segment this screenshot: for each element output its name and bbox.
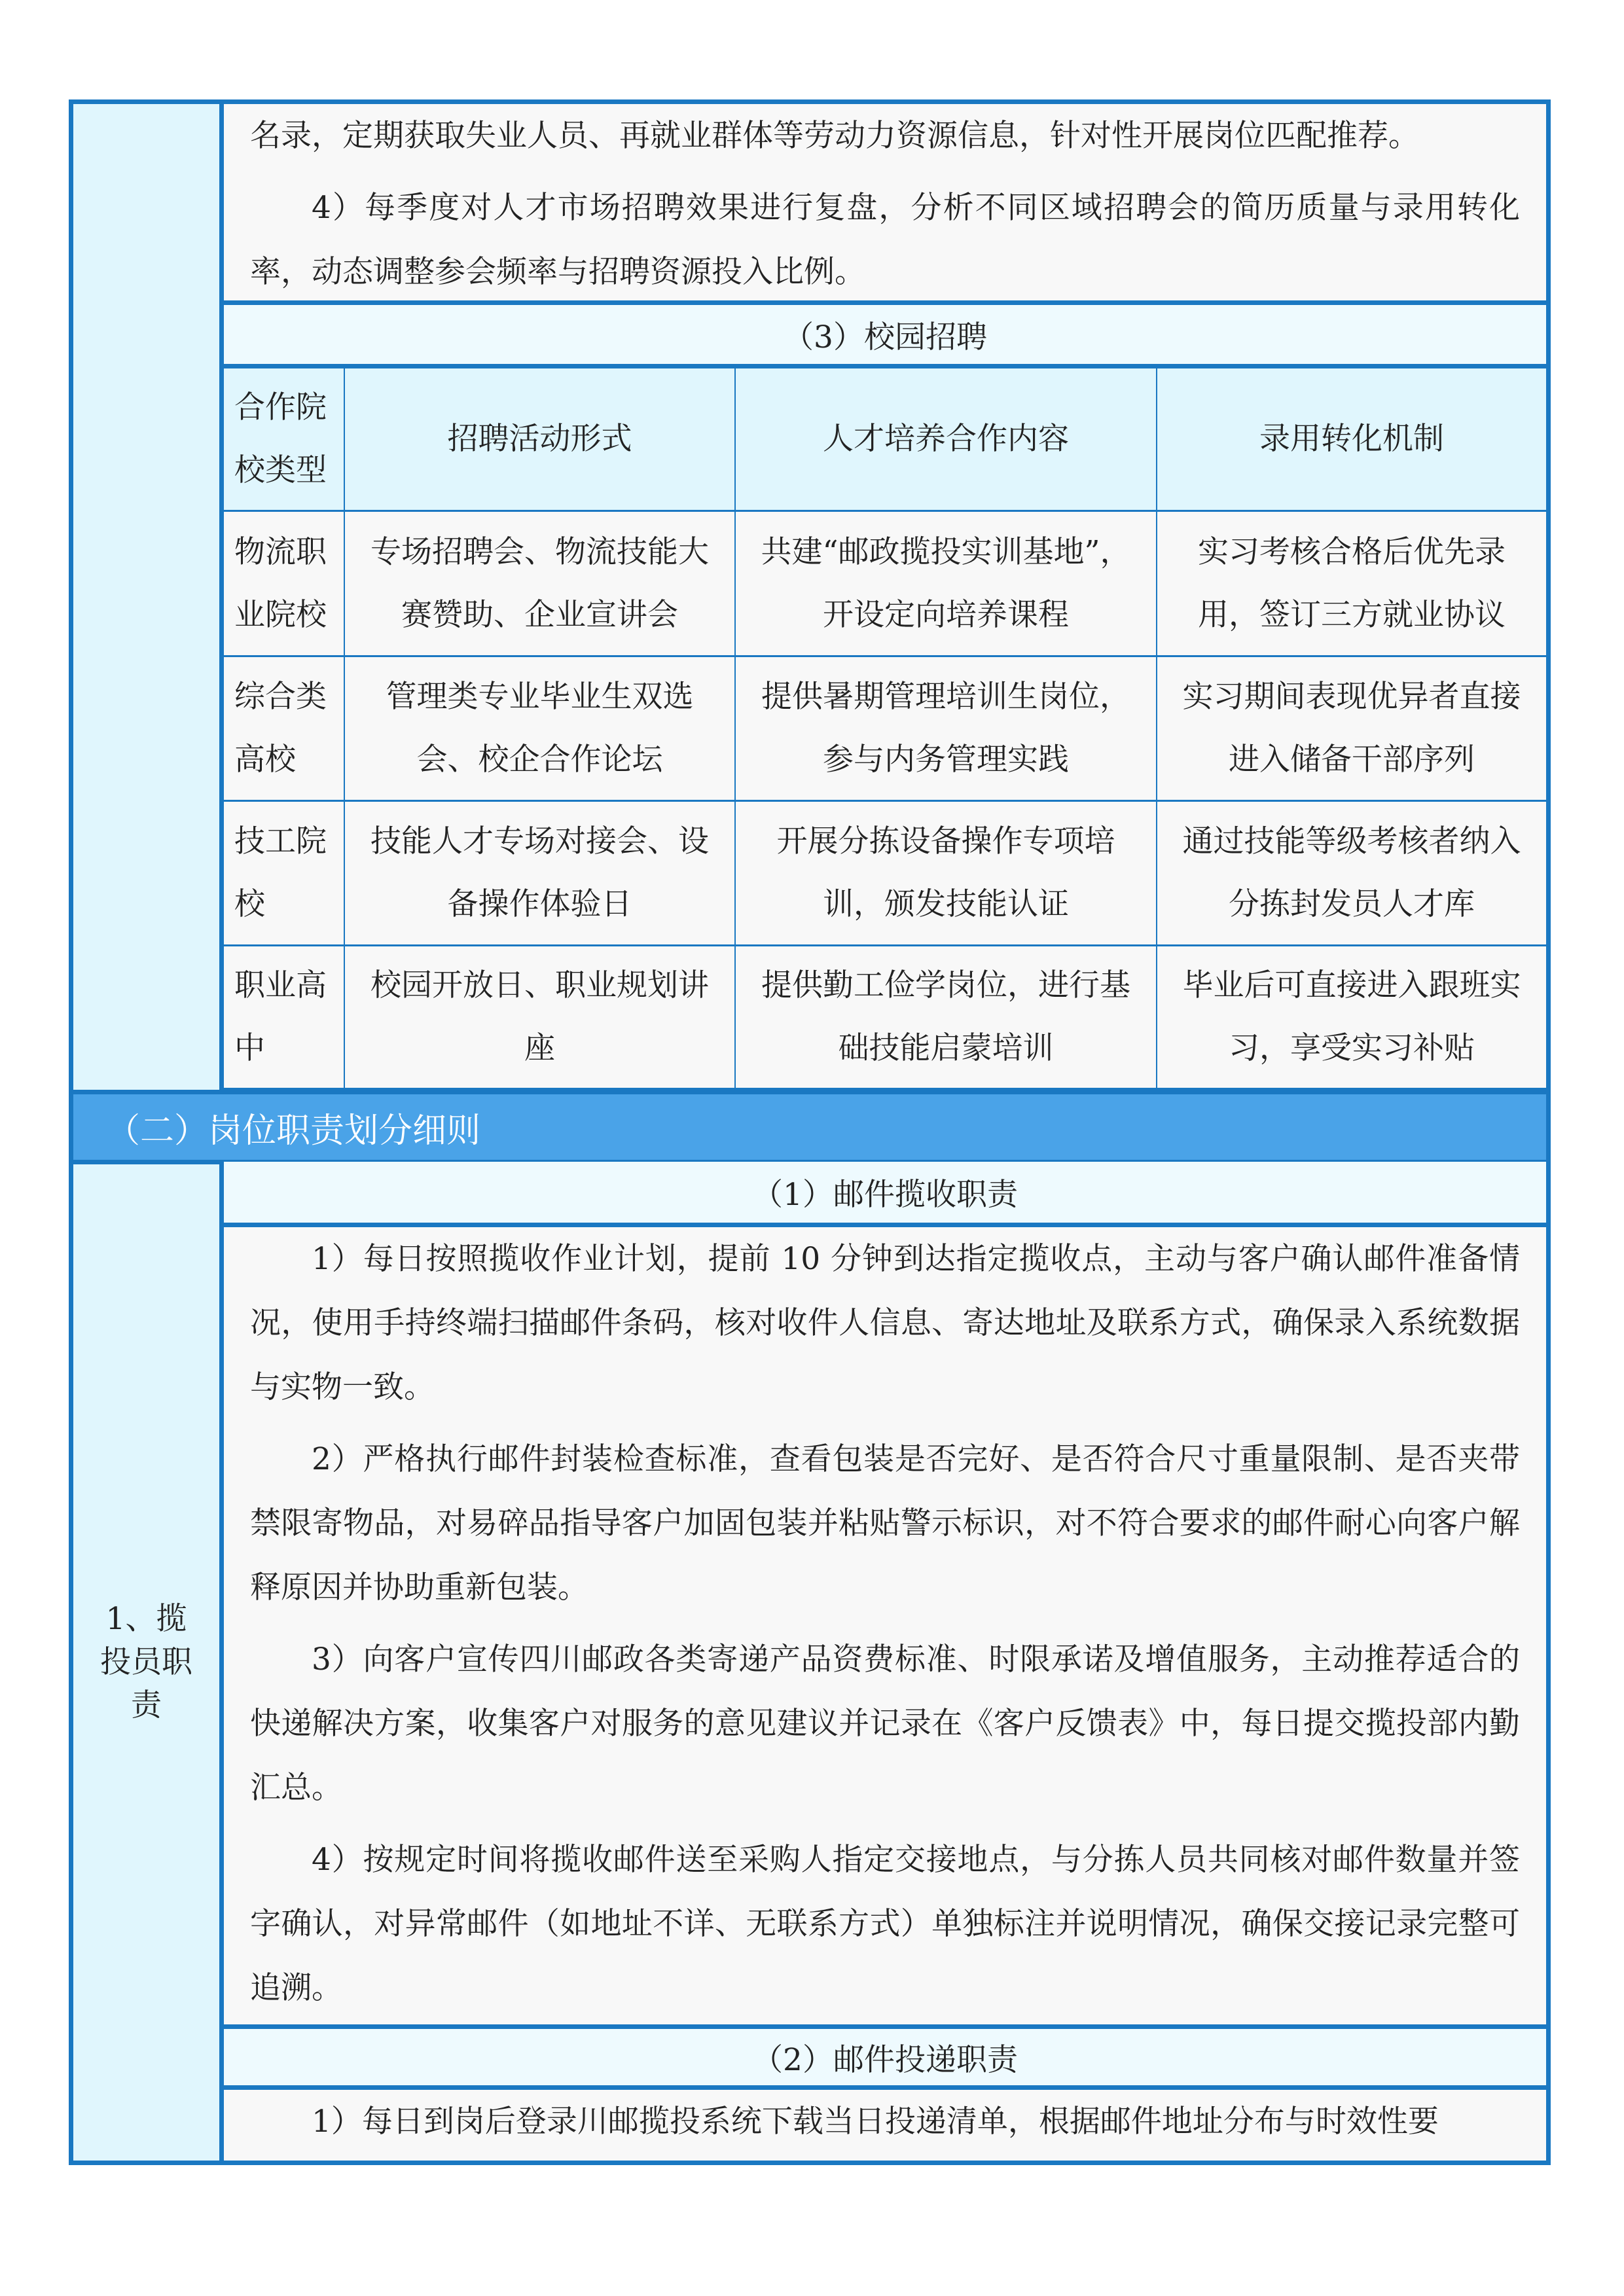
table-cell: 通过技能等级考核者纳入分拣封发员人才库 <box>1157 802 1546 946</box>
table-cell: 综合类高校 <box>224 657 345 802</box>
paragraph: 1）每日按照揽收作业计划，提前 10 分钟到达指定揽收点，主动与客户确认邮件准备情况，使用手持终端扫描邮件条码，核对收件人信息、寄达地址及联系方式，确保录入系统数据与实物一致。 <box>250 1241 1520 1405</box>
table-header-cell: 合作院校类型 <box>224 368 345 512</box>
paragraph: 1）每日到岗后登录川邮揽投系统下载当日投递清单，根据邮件地址分布与时效性要 <box>312 2104 1439 2140</box>
deliver-duties-text <box>224 2090 1546 2161</box>
paragraph: 4）按规定时间将揽收邮件送至采购人指定交接地点，与分拣人员共同核对邮件数量并签字确认，对异常邮件（如地址不详、无联系方式）单独标注并说明情况，确保交接记录完整可追溯。 <box>250 1842 1520 2006</box>
table-cell: 开展分拣设备操作专项培训，颁发技能认证 <box>736 802 1157 946</box>
role-label: 1、揽投员职责 <box>73 1164 224 2161</box>
paragraph: 2）严格执行邮件封装检查标准，查看包装是否完好、是否符合尺寸重量限制、是否夹带禁限寄物品，对易碎品指导客户加固包装并粘贴警示标识，对不符合要求的邮件耐心向客户解释原因并协助重新包装。 <box>250 1441 1520 1605</box>
paragraph: 名录，定期获取失业人员、再就业群体等劳动力资源信息，针对性开展岗位匹配推荐。 <box>250 118 1419 154</box>
table-cell: 技能人才专场对接会、设备操作体验日 <box>345 802 736 946</box>
table-cell: 共建“邮政揽投实训基地”，开设定向培养课程 <box>736 512 1157 657</box>
left-column-cell <box>73 104 224 1091</box>
table-cell: 物流职业院校 <box>224 512 345 657</box>
table-cell: 提供勤工俭学岗位，进行基础技能启蒙培训 <box>736 946 1157 1090</box>
table-cell: 管理类专业毕业生双选会、校企合作论坛 <box>345 657 736 802</box>
table-header-cell: 人才培养合作内容 <box>736 368 1157 512</box>
paragraph: 4）每季度对人才市场招聘效果进行复盘，分析不同区域招聘会的简历质量与录用转化率，动态调整参会频率与招聘资源投入比例。 <box>250 190 1520 290</box>
collect-duties-title: （1）邮件揽收职责 <box>224 1162 1546 1227</box>
table-cell: 职业高中 <box>224 946 345 1090</box>
table-cell: 实习期间表现优异者直接进入储备干部序列 <box>1157 657 1546 802</box>
table-cell: 提供暑期管理培训生岗位，参与内务管理实践 <box>736 657 1157 802</box>
table-cell: 校园开放日、职业规划讲座 <box>345 946 736 1090</box>
table-cell: 毕业后可直接进入跟班实习，享受实习补贴 <box>1157 946 1546 1090</box>
collect-duties-text <box>224 1227 1546 2027</box>
section-title: （二）岗位职责划分细则 <box>73 1090 1546 1164</box>
table-header-cell: 录用转化机制 <box>1157 368 1546 512</box>
table-cell: 实习考核合格后优先录用，签订三方就业协议 <box>1157 512 1546 657</box>
table-cell: 专场招聘会、物流技能大赛赞助、企业宣讲会 <box>345 512 736 657</box>
recruitment-text-block <box>224 104 1546 303</box>
campus-recruitment-title: （3）校园招聘 <box>224 300 1546 368</box>
paragraph: 3）向客户宣传四川邮政各类寄递产品资费标准、时限承诺及增值服务，主动推荐适合的快递解决方案，收集客户对服务的意见建议并记录在《客户反馈表》中，每日提交揽投部内勤汇总。 <box>250 1641 1520 1806</box>
table-header-cell: 招聘活动形式 <box>345 368 736 512</box>
deliver-duties-title: （2）邮件投递职责 <box>224 2024 1546 2090</box>
table-cell: 技工院校 <box>224 802 345 946</box>
